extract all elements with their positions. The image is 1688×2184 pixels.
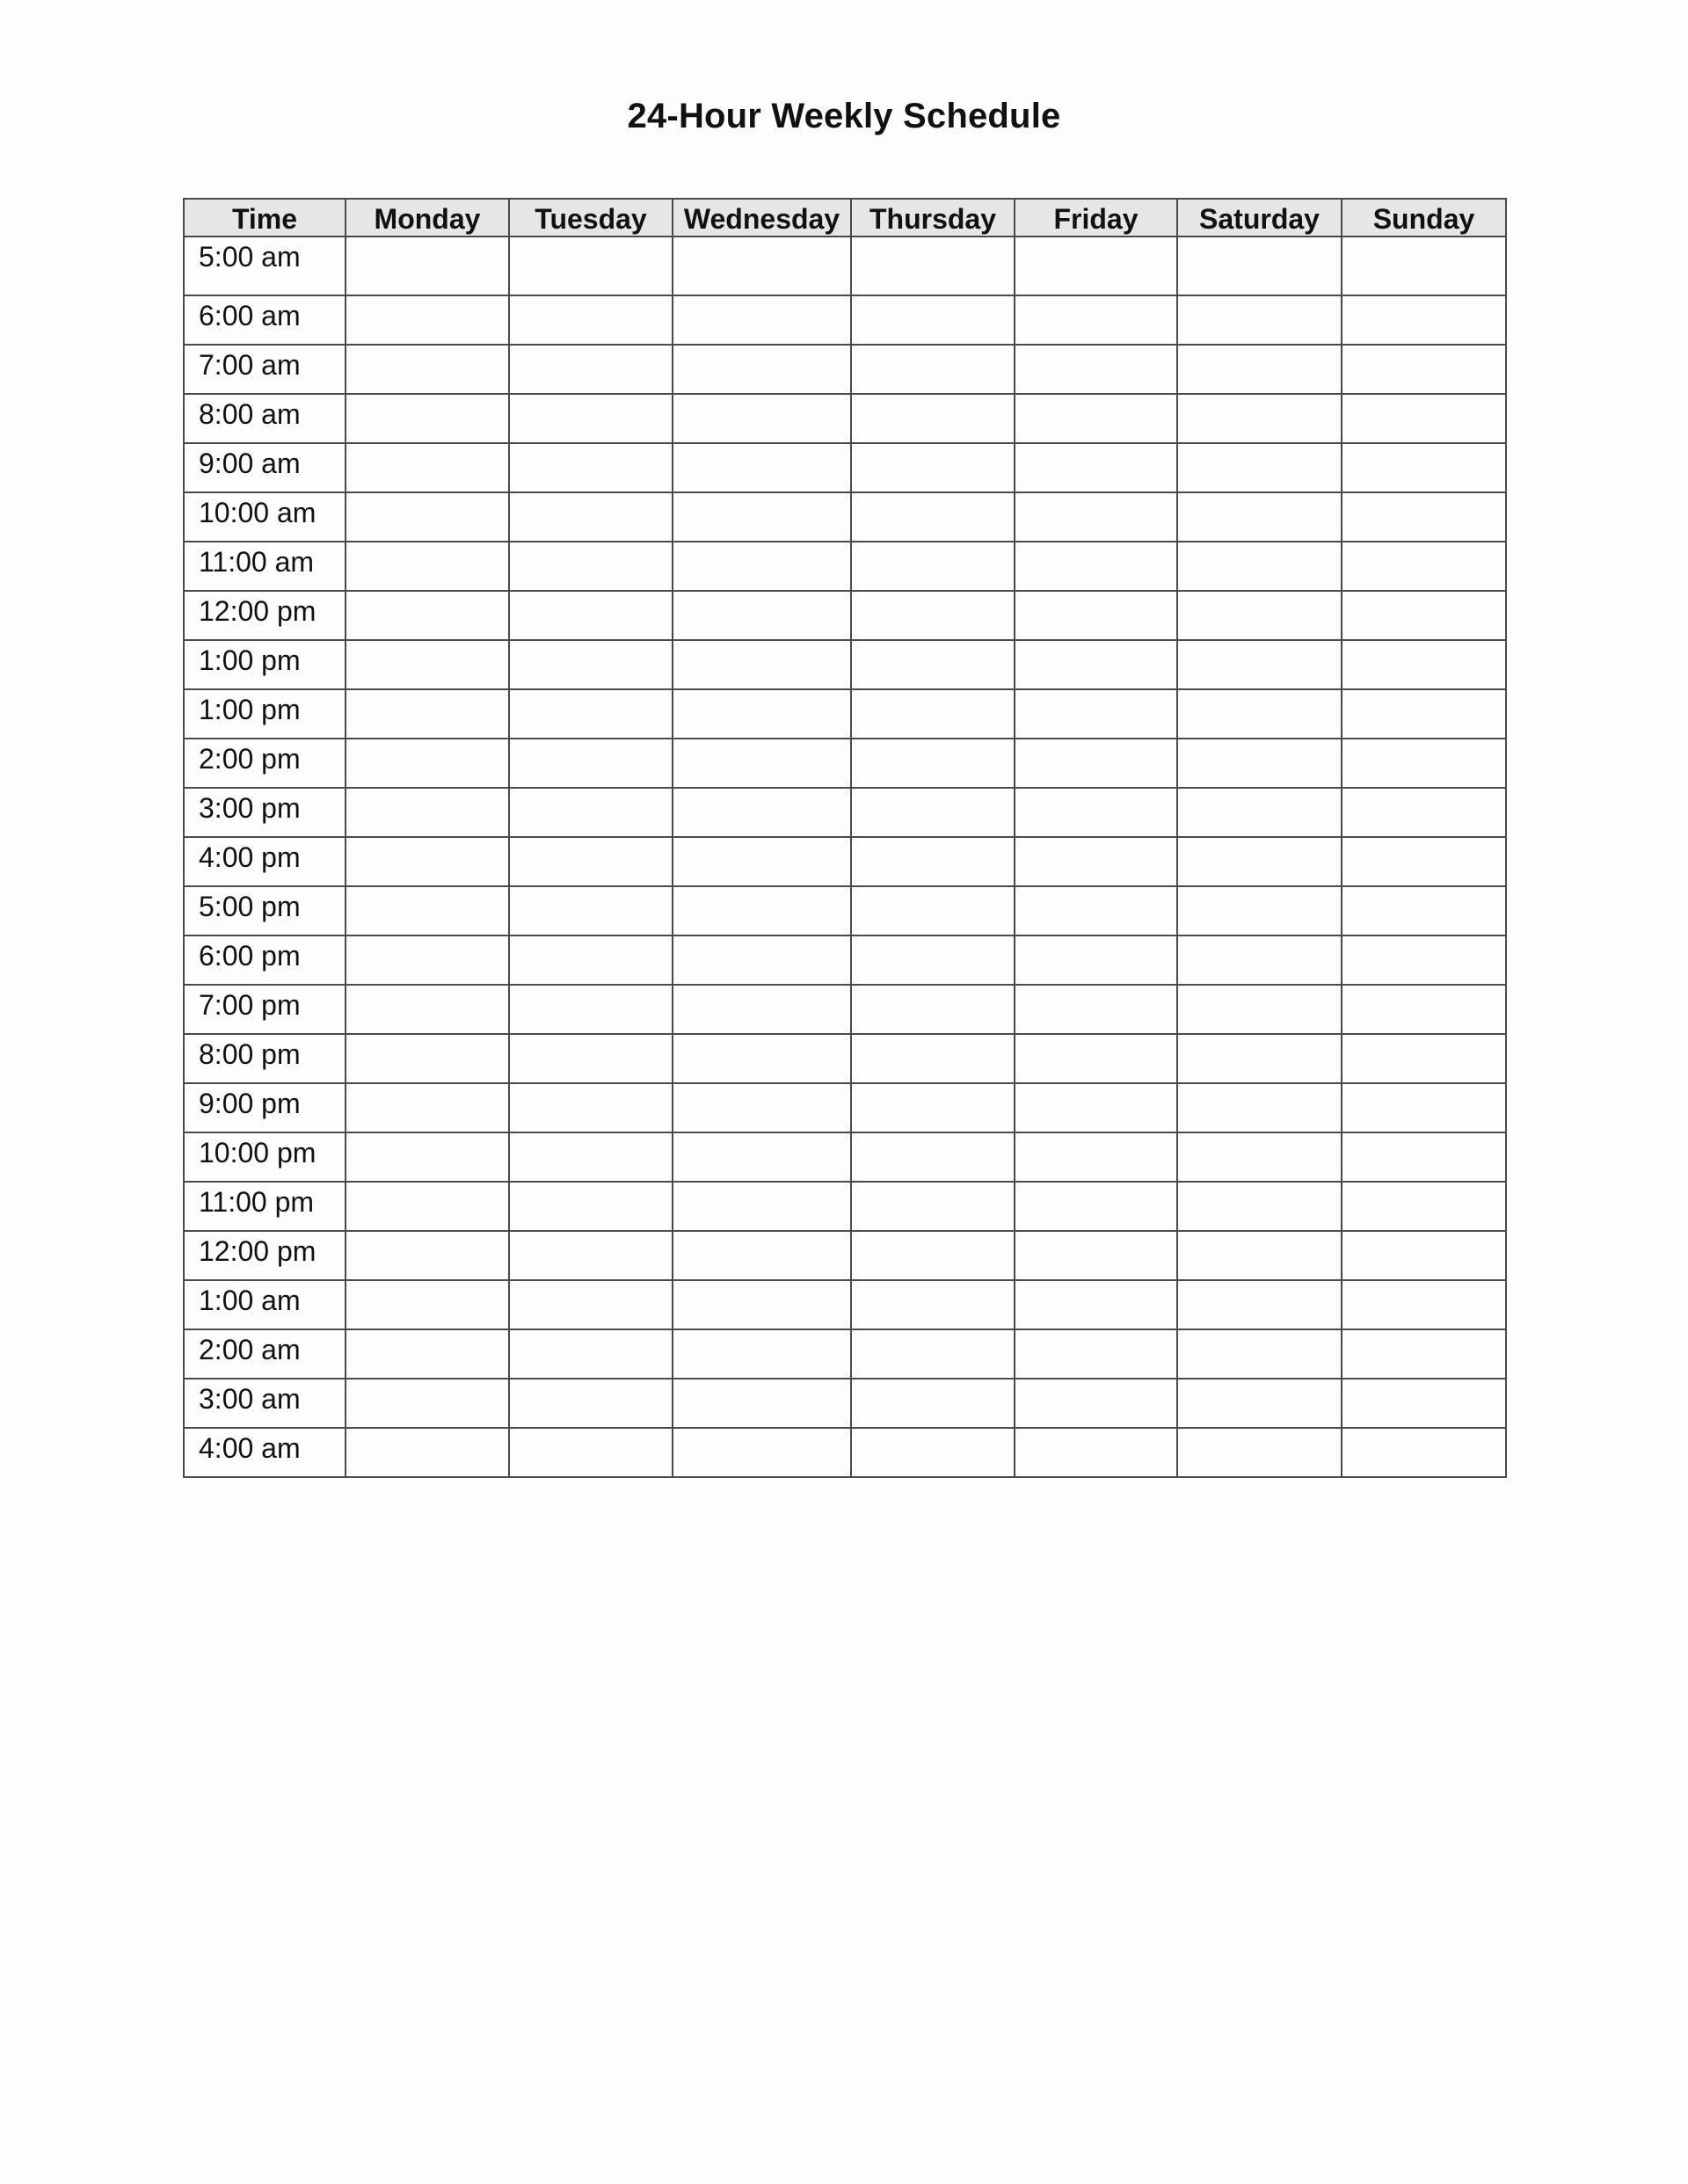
slot-cell-wednesday[interactable] [673,985,851,1034]
slot-cell-saturday[interactable] [1177,1034,1342,1083]
slot-cell-saturday[interactable] [1177,295,1342,345]
table-row [184,345,1506,394]
time-label: 7:00 pm [184,985,346,1034]
slot-cell-tuesday[interactable] [509,237,673,295]
slot-cell-sunday[interactable] [1342,1034,1506,1083]
slot-cell-sunday[interactable] [1342,689,1506,739]
slot-cell-saturday[interactable] [1177,640,1342,689]
slot-cell-monday[interactable] [346,935,509,985]
slot-cell-friday[interactable] [1015,640,1177,689]
slot-cell-wednesday[interactable] [673,689,851,739]
slot-cell-tuesday[interactable] [509,295,673,345]
slot-cell-wednesday[interactable] [673,1083,851,1132]
time-label: 8:00 pm [184,1034,346,1083]
slot-cell-wednesday[interactable] [673,1329,851,1379]
slot-cell-monday[interactable] [346,886,509,935]
slot-cell-saturday[interactable] [1177,542,1342,591]
slot-cell-wednesday[interactable] [673,295,851,345]
slot-cell-saturday[interactable] [1177,985,1342,1034]
slot-cell-tuesday[interactable] [509,591,673,640]
slot-cell-thursday[interactable] [851,591,1015,640]
slot-cell-friday[interactable] [1015,295,1177,345]
slot-cell-tuesday[interactable] [509,640,673,689]
slot-cell-thursday[interactable] [851,1428,1015,1477]
time-label: 4:00 am [184,1428,346,1477]
table-row [184,1132,1506,1182]
table-row [184,492,1506,542]
slot-cell-tuesday[interactable] [509,1034,673,1083]
slot-cell-monday[interactable] [346,1034,509,1083]
slot-cell-wednesday[interactable] [673,1182,851,1231]
slot-cell-friday[interactable] [1015,837,1177,886]
slot-cell-thursday[interactable] [851,237,1015,295]
slot-cell-friday[interactable] [1015,394,1177,443]
time-label: 2:00 am [184,1329,346,1379]
slot-cell-tuesday[interactable] [509,985,673,1034]
header-time: Time [184,199,346,237]
slot-cell-saturday[interactable] [1177,1329,1342,1379]
slot-cell-saturday[interactable] [1177,935,1342,985]
table-row [184,640,1506,689]
slot-cell-friday[interactable] [1015,1428,1177,1477]
slot-cell-thursday[interactable] [851,640,1015,689]
slot-cell-saturday[interactable] [1177,345,1342,394]
slot-cell-sunday[interactable] [1342,886,1506,935]
header-monday: Monday [346,199,509,237]
slot-cell-monday[interactable] [346,492,509,542]
slot-cell-friday[interactable] [1015,443,1177,492]
slot-cell-monday[interactable] [346,640,509,689]
slot-cell-thursday[interactable] [851,394,1015,443]
time-label: 2:00 pm [184,739,346,788]
slot-cell-wednesday[interactable] [673,1231,851,1280]
slot-cell-thursday[interactable] [851,1034,1015,1083]
slot-cell-thursday[interactable] [851,1280,1015,1329]
slot-cell-friday[interactable] [1015,935,1177,985]
slot-cell-monday[interactable] [346,1182,509,1231]
slot-cell-friday[interactable] [1015,1280,1177,1329]
slot-cell-saturday[interactable] [1177,394,1342,443]
slot-cell-tuesday[interactable] [509,788,673,837]
time-label: 4:00 pm [184,837,346,886]
slot-cell-saturday[interactable] [1177,1132,1342,1182]
time-label: 1:00 pm [184,689,346,739]
slot-cell-sunday[interactable] [1342,935,1506,985]
slot-cell-friday[interactable] [1015,591,1177,640]
slot-cell-friday[interactable] [1015,886,1177,935]
slot-cell-wednesday[interactable] [673,1034,851,1083]
slot-cell-wednesday[interactable] [673,443,851,492]
time-label: 3:00 pm [184,788,346,837]
slot-cell-wednesday[interactable] [673,1428,851,1477]
slot-cell-monday[interactable] [346,1132,509,1182]
slot-cell-tuesday[interactable] [509,739,673,788]
slot-cell-monday[interactable] [346,542,509,591]
slot-cell-tuesday[interactable] [509,886,673,935]
schedule-body [184,237,1506,1477]
slot-cell-sunday[interactable] [1342,1132,1506,1182]
slot-cell-tuesday[interactable] [509,935,673,985]
slot-cell-thursday[interactable] [851,788,1015,837]
slot-cell-sunday[interactable] [1342,985,1506,1034]
slot-cell-sunday[interactable] [1342,1231,1506,1280]
slot-cell-friday[interactable] [1015,689,1177,739]
slot-cell-monday[interactable] [346,345,509,394]
slot-cell-monday[interactable] [346,739,509,788]
slot-cell-sunday[interactable] [1342,837,1506,886]
slot-cell-monday[interactable] [346,1329,509,1379]
slot-cell-wednesday[interactable] [673,591,851,640]
slot-cell-sunday[interactable] [1342,345,1506,394]
slot-cell-monday[interactable] [346,1083,509,1132]
slot-cell-friday[interactable] [1015,985,1177,1034]
header-row [184,199,1506,237]
time-label: 8:00 am [184,394,346,443]
table-row [184,788,1506,837]
slot-cell-saturday[interactable] [1177,1231,1342,1280]
slot-cell-friday[interactable] [1015,492,1177,542]
time-label: 12:00 pm [184,1231,346,1280]
table-row [184,837,1506,886]
time-label: 6:00 am [184,295,346,345]
slot-cell-friday[interactable] [1015,542,1177,591]
table-row [184,295,1506,345]
weekly-schedule-table [183,198,1507,1478]
slot-cell-wednesday[interactable] [673,640,851,689]
slot-cell-thursday[interactable] [851,492,1015,542]
slot-cell-tuesday[interactable] [509,1231,673,1280]
header-wednesday: Wednesday [673,199,851,237]
table-row [184,1083,1506,1132]
slot-cell-saturday[interactable] [1177,886,1342,935]
time-label: 5:00 am [184,237,346,295]
table-row [184,591,1506,640]
slot-cell-saturday[interactable] [1177,1280,1342,1329]
slot-cell-thursday[interactable] [851,886,1015,935]
slot-cell-tuesday[interactable] [509,542,673,591]
table-row [184,394,1506,443]
slot-cell-wednesday[interactable] [673,837,851,886]
slot-cell-thursday[interactable] [851,345,1015,394]
slot-cell-thursday[interactable] [851,985,1015,1034]
slot-cell-friday[interactable] [1015,1231,1177,1280]
slot-cell-saturday[interactable] [1177,492,1342,542]
slot-cell-wednesday[interactable] [673,788,851,837]
slot-cell-tuesday[interactable] [509,1280,673,1329]
slot-cell-tuesday[interactable] [509,1182,673,1231]
slot-cell-saturday[interactable] [1177,689,1342,739]
time-label: 10:00 pm [184,1132,346,1182]
slot-cell-wednesday[interactable] [673,1379,851,1428]
slot-cell-thursday[interactable] [851,542,1015,591]
table-row [184,935,1506,985]
slot-cell-friday[interactable] [1015,739,1177,788]
table-row [184,237,1506,295]
slot-cell-saturday[interactable] [1177,788,1342,837]
table-row [184,886,1506,935]
slot-cell-wednesday[interactable] [673,237,851,295]
slot-cell-thursday[interactable] [851,1329,1015,1379]
time-label: 7:00 am [184,345,346,394]
slot-cell-monday[interactable] [346,788,509,837]
slot-cell-wednesday[interactable] [673,1132,851,1182]
slot-cell-thursday[interactable] [851,739,1015,788]
table-row [184,1280,1506,1329]
slot-cell-thursday[interactable] [851,295,1015,345]
slot-cell-monday[interactable] [346,1428,509,1477]
time-label: 9:00 am [184,443,346,492]
time-label: 5:00 pm [184,886,346,935]
slot-cell-thursday[interactable] [851,1132,1015,1182]
header-sunday: Sunday [1342,199,1506,237]
slot-cell-monday[interactable] [346,985,509,1034]
slot-cell-sunday[interactable] [1342,739,1506,788]
slot-cell-monday[interactable] [346,237,509,295]
slot-cell-tuesday[interactable] [509,1428,673,1477]
slot-cell-thursday[interactable] [851,1083,1015,1132]
slot-cell-saturday[interactable] [1177,237,1342,295]
table-row [184,739,1506,788]
table-row [184,1182,1506,1231]
table-row [184,443,1506,492]
table-row [184,542,1506,591]
slot-cell-sunday[interactable] [1342,1329,1506,1379]
slot-cell-friday[interactable] [1015,1329,1177,1379]
slot-cell-friday[interactable] [1015,1083,1177,1132]
slot-cell-wednesday[interactable] [673,394,851,443]
slot-cell-saturday[interactable] [1177,1379,1342,1428]
slot-cell-wednesday[interactable] [673,739,851,788]
time-label: 1:00 pm [184,640,346,689]
header-saturday: Saturday [1177,199,1342,237]
slot-cell-sunday[interactable] [1342,1182,1506,1231]
table-row [184,1231,1506,1280]
slot-cell-friday[interactable] [1015,1034,1177,1083]
slot-cell-tuesday[interactable] [509,394,673,443]
header-friday: Friday [1015,199,1177,237]
table-row [184,985,1506,1034]
slot-cell-friday[interactable] [1015,1182,1177,1231]
slot-cell-monday[interactable] [346,443,509,492]
time-label: 10:00 am [184,492,346,542]
slot-cell-friday[interactable] [1015,1379,1177,1428]
slot-cell-sunday[interactable] [1342,1379,1506,1428]
slot-cell-friday[interactable] [1015,788,1177,837]
slot-cell-monday[interactable] [346,295,509,345]
slot-cell-tuesday[interactable] [509,345,673,394]
slot-cell-saturday[interactable] [1177,1083,1342,1132]
slot-cell-thursday[interactable] [851,1231,1015,1280]
slot-cell-saturday[interactable] [1177,739,1342,788]
slot-cell-tuesday[interactable] [509,443,673,492]
slot-cell-sunday[interactable] [1342,788,1506,837]
slot-cell-thursday[interactable] [851,1182,1015,1231]
slot-cell-thursday[interactable] [851,443,1015,492]
slot-cell-wednesday[interactable] [673,935,851,985]
table-row [184,1034,1506,1083]
header-tuesday: Tuesday [509,199,673,237]
slot-cell-sunday[interactable] [1342,394,1506,443]
slot-cell-monday[interactable] [346,837,509,886]
slot-cell-sunday[interactable] [1342,492,1506,542]
slot-cell-saturday[interactable] [1177,1428,1342,1477]
slot-cell-tuesday[interactable] [509,1329,673,1379]
slot-cell-tuesday[interactable] [509,689,673,739]
slot-cell-wednesday[interactable] [673,1280,851,1329]
table-row [184,1428,1506,1477]
slot-cell-saturday[interactable] [1177,1182,1342,1231]
slot-cell-thursday[interactable] [851,1379,1015,1428]
table-row [184,1379,1506,1428]
slot-cell-sunday[interactable] [1342,443,1506,492]
slot-cell-monday[interactable] [346,591,509,640]
slot-cell-thursday[interactable] [851,837,1015,886]
slot-cell-sunday[interactable] [1342,542,1506,591]
slot-cell-monday[interactable] [346,1231,509,1280]
slot-cell-monday[interactable] [346,689,509,739]
slot-cell-sunday[interactable] [1342,1083,1506,1132]
slot-cell-tuesday[interactable] [509,492,673,542]
slot-cell-tuesday[interactable] [509,1132,673,1182]
slot-cell-sunday[interactable] [1342,1428,1506,1477]
slot-cell-tuesday[interactable] [509,1379,673,1428]
slot-cell-saturday[interactable] [1177,837,1342,886]
slot-cell-thursday[interactable] [851,935,1015,985]
time-label: 3:00 am [184,1379,346,1428]
table-row [184,689,1506,739]
slot-cell-friday[interactable] [1015,1132,1177,1182]
slot-cell-tuesday[interactable] [509,837,673,886]
slot-cell-tuesday[interactable] [509,1083,673,1132]
slot-cell-monday[interactable] [346,1379,509,1428]
time-label: 11:00 am [184,542,346,591]
slot-cell-friday[interactable] [1015,345,1177,394]
time-label: 11:00 pm [184,1182,346,1231]
slot-cell-sunday[interactable] [1342,1280,1506,1329]
slot-cell-sunday[interactable] [1342,640,1506,689]
page-title: 24-Hour Weekly Schedule [627,97,1061,135]
header-thursday: Thursday [851,199,1015,237]
time-label: 6:00 pm [184,935,346,985]
time-label: 9:00 pm [184,1083,346,1132]
slot-cell-saturday[interactable] [1177,591,1342,640]
slot-cell-sunday[interactable] [1342,237,1506,295]
time-label: 1:00 am [184,1280,346,1329]
slot-cell-thursday[interactable] [851,689,1015,739]
slot-cell-sunday[interactable] [1342,295,1506,345]
slot-cell-wednesday[interactable] [673,492,851,542]
slot-cell-monday[interactable] [346,1280,509,1329]
slot-cell-wednesday[interactable] [673,886,851,935]
slot-cell-monday[interactable] [346,394,509,443]
slot-cell-sunday[interactable] [1342,591,1506,640]
slot-cell-saturday[interactable] [1177,443,1342,492]
slot-cell-wednesday[interactable] [673,345,851,394]
table-row [184,1329,1506,1379]
time-label: 12:00 pm [184,591,346,640]
slot-cell-friday[interactable] [1015,237,1177,295]
slot-cell-wednesday[interactable] [673,542,851,591]
